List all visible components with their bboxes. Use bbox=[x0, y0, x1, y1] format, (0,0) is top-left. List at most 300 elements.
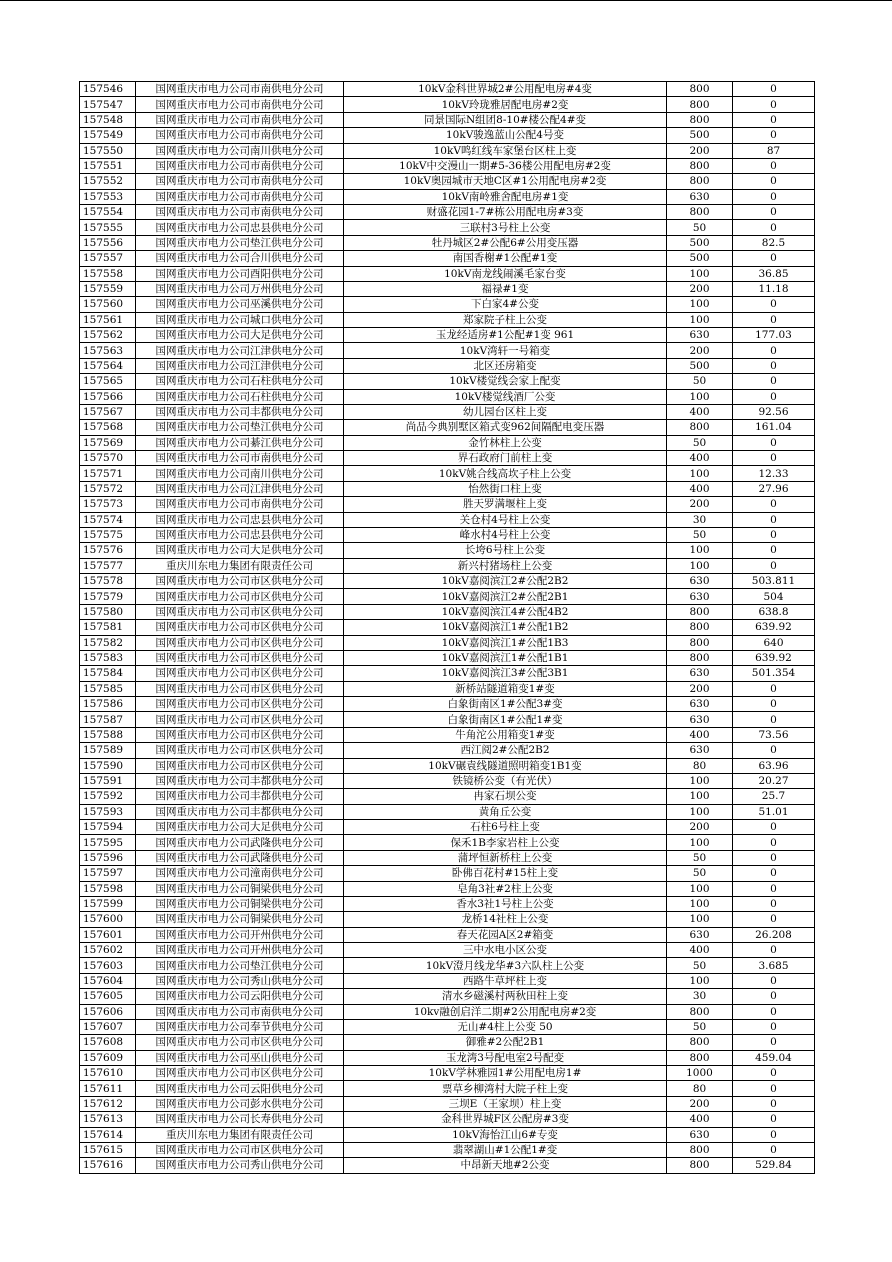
load-value-cell: 0 bbox=[733, 205, 815, 220]
transformer-name-cell: 牛角沱公用箱变1#变 bbox=[344, 727, 667, 742]
transformer-name-cell: 10kV学林雅园1#公用配电房1# bbox=[344, 1066, 667, 1081]
row-id-cell: 157594 bbox=[80, 820, 136, 835]
row-id-cell: 157561 bbox=[80, 312, 136, 327]
row-id-cell: 157608 bbox=[80, 1035, 136, 1050]
row-id-cell: 157565 bbox=[80, 374, 136, 389]
company-name-cell: 国网重庆市电力公司市区供电分公司 bbox=[136, 589, 344, 604]
row-id-cell: 157560 bbox=[80, 297, 136, 312]
capacity-kva-cell: 50 bbox=[667, 220, 733, 235]
capacity-kva-cell: 50 bbox=[667, 850, 733, 865]
company-name-cell: 国网重庆市电力公司市南供电分公司 bbox=[136, 158, 344, 173]
company-name-cell: 国网重庆市电力公司綦江供电分公司 bbox=[136, 435, 344, 450]
table-row bbox=[80, 650, 815, 665]
transformer-name-cell: 下白家4#公变 bbox=[344, 297, 667, 312]
transformer-name-cell: 龙桥14社柱上公变 bbox=[344, 912, 667, 927]
row-id-cell: 157600 bbox=[80, 912, 136, 927]
capacity-kva-cell: 200 bbox=[667, 1096, 733, 1111]
load-value-cell: 0 bbox=[733, 1019, 815, 1034]
load-value-cell: 0 bbox=[733, 297, 815, 312]
load-value-cell: 0 bbox=[733, 343, 815, 358]
transformer-name-cell: 界石政府门前柱上变 bbox=[344, 451, 667, 466]
row-id-cell: 157552 bbox=[80, 174, 136, 189]
transformer-name-cell: 蒲坪恒新桥柱上公变 bbox=[344, 850, 667, 865]
capacity-kva-cell: 80 bbox=[667, 758, 733, 773]
transformer-name-cell: 10kV海怡江山6#专变 bbox=[344, 1127, 667, 1142]
load-value-cell: 0 bbox=[733, 174, 815, 189]
capacity-kva-cell: 800 bbox=[667, 97, 733, 112]
capacity-kva-cell: 800 bbox=[667, 650, 733, 665]
row-id-cell: 157578 bbox=[80, 574, 136, 589]
company-name-cell: 国网重庆市电力公司秀山供电分公司 bbox=[136, 1158, 344, 1173]
row-id-cell: 157613 bbox=[80, 1112, 136, 1127]
transformer-name-cell: 10kV碾袁线隧道照明箱变1B1变 bbox=[344, 758, 667, 773]
row-id-cell: 157582 bbox=[80, 635, 136, 650]
transformer-name-cell: 北区还房箱变 bbox=[344, 358, 667, 373]
capacity-kva-cell: 800 bbox=[667, 620, 733, 635]
transformer-name-cell: 10kV奥园城市天地C区#1公用配电房#2变 bbox=[344, 174, 667, 189]
table-row bbox=[80, 589, 815, 604]
row-id-cell: 157591 bbox=[80, 773, 136, 788]
table-row bbox=[80, 850, 815, 865]
capacity-kva-cell: 400 bbox=[667, 1112, 733, 1127]
table-row bbox=[80, 251, 815, 266]
table-row bbox=[80, 989, 815, 1004]
capacity-kva-cell: 1000 bbox=[667, 1066, 733, 1081]
transformer-name-cell: 黄角丘公变 bbox=[344, 804, 667, 819]
row-id-cell: 157574 bbox=[80, 512, 136, 527]
capacity-kva-cell: 100 bbox=[667, 266, 733, 281]
transformer-name-cell: 长垮6号柱上公变 bbox=[344, 543, 667, 558]
table-row bbox=[80, 973, 815, 988]
table-row bbox=[80, 82, 815, 97]
row-id-cell: 157569 bbox=[80, 435, 136, 450]
load-value-cell: 0 bbox=[733, 158, 815, 173]
table-row bbox=[80, 789, 815, 804]
row-id-cell: 157547 bbox=[80, 97, 136, 112]
row-id-cell: 157576 bbox=[80, 543, 136, 558]
company-name-cell: 国网重庆市电力公司垫江供电分公司 bbox=[136, 235, 344, 250]
row-id-cell: 157571 bbox=[80, 466, 136, 481]
load-value-cell: 0 bbox=[733, 112, 815, 127]
row-id-cell: 157615 bbox=[80, 1142, 136, 1157]
capacity-kva-cell: 400 bbox=[667, 404, 733, 419]
company-name-cell: 国网重庆市电力公司万州供电分公司 bbox=[136, 281, 344, 296]
capacity-kva-cell: 630 bbox=[667, 189, 733, 204]
table-row bbox=[80, 266, 815, 281]
row-id-cell: 157568 bbox=[80, 420, 136, 435]
transformer-name-cell: 新兴村猪场柱上公变 bbox=[344, 558, 667, 573]
row-id-cell: 157596 bbox=[80, 850, 136, 865]
company-name-cell: 国网重庆市电力公司市区供电分公司 bbox=[136, 620, 344, 635]
transformer-name-cell: 10kV鸣红线车家堡台区柱上变 bbox=[344, 143, 667, 158]
load-value-cell: 638.8 bbox=[733, 604, 815, 619]
table-row bbox=[80, 666, 815, 681]
company-name-cell: 国网重庆市电力公司秀山供电分公司 bbox=[136, 973, 344, 988]
row-id-cell: 157575 bbox=[80, 527, 136, 542]
load-value-cell: 0 bbox=[733, 712, 815, 727]
table-row bbox=[80, 481, 815, 496]
company-name-cell: 国网重庆市电力公司丰都供电分公司 bbox=[136, 804, 344, 819]
capacity-kva-cell: 50 bbox=[667, 1019, 733, 1034]
transformer-name-cell: 10kV嘉阅滨江2#公配2B1 bbox=[344, 589, 667, 604]
capacity-kva-cell: 30 bbox=[667, 512, 733, 527]
load-value-cell: 0 bbox=[733, 1112, 815, 1127]
company-name-cell: 国网重庆市电力公司市区供电分公司 bbox=[136, 727, 344, 742]
table-row bbox=[80, 235, 815, 250]
transformer-name-cell: 10kV南龙线闹溪毛家台变 bbox=[344, 266, 667, 281]
table-row bbox=[80, 958, 815, 973]
transformer-name-cell: 财盛花园1-7#栋公用配电房#3变 bbox=[344, 205, 667, 220]
load-value-cell: 459.04 bbox=[733, 1050, 815, 1065]
transformer-name-cell: 10kv融创启洋二期#2公用配电房#2变 bbox=[344, 1004, 667, 1019]
company-name-cell: 国网重庆市电力公司市区供电分公司 bbox=[136, 1066, 344, 1081]
capacity-kva-cell: 630 bbox=[667, 666, 733, 681]
row-id-cell: 157553 bbox=[80, 189, 136, 204]
company-name-cell: 国网重庆市电力公司武隆供电分公司 bbox=[136, 850, 344, 865]
transformer-name-cell: 金科世界城F区公配房#3变 bbox=[344, 1112, 667, 1127]
capacity-kva-cell: 100 bbox=[667, 312, 733, 327]
table-row bbox=[80, 281, 815, 296]
table-row bbox=[80, 1112, 815, 1127]
capacity-kva-cell: 630 bbox=[667, 574, 733, 589]
table-row bbox=[80, 896, 815, 911]
capacity-kva-cell: 800 bbox=[667, 604, 733, 619]
load-value-cell: 92.56 bbox=[733, 404, 815, 419]
table-row bbox=[80, 527, 815, 542]
table-row bbox=[80, 404, 815, 419]
row-id-cell: 157612 bbox=[80, 1096, 136, 1111]
load-value-cell: 11.18 bbox=[733, 281, 815, 296]
company-name-cell: 国网重庆市电力公司开州供电分公司 bbox=[136, 943, 344, 958]
table-row bbox=[80, 420, 815, 435]
load-value-cell: 0 bbox=[733, 1081, 815, 1096]
company-name-cell: 国网重庆市电力公司大足供电分公司 bbox=[136, 328, 344, 343]
load-value-cell: 640 bbox=[733, 635, 815, 650]
load-value-cell: 0 bbox=[733, 881, 815, 896]
row-id-cell: 157595 bbox=[80, 835, 136, 850]
table-row bbox=[80, 451, 815, 466]
capacity-kva-cell: 400 bbox=[667, 943, 733, 958]
row-id-cell: 157570 bbox=[80, 451, 136, 466]
transformer-name-cell: 10kV嘉阅滨江3#公配3B1 bbox=[344, 666, 667, 681]
capacity-kva-cell: 100 bbox=[667, 558, 733, 573]
company-name-cell: 国网重庆市电力公司市南供电分公司 bbox=[136, 1004, 344, 1019]
capacity-kva-cell: 630 bbox=[667, 743, 733, 758]
load-value-cell: 0 bbox=[733, 512, 815, 527]
company-name-cell: 国网重庆市电力公司市区供电分公司 bbox=[136, 697, 344, 712]
table-row bbox=[80, 804, 815, 819]
table-row bbox=[80, 697, 815, 712]
company-name-cell: 国网重庆市电力公司市南供电分公司 bbox=[136, 128, 344, 143]
transformer-name-cell: 福禄#1变 bbox=[344, 281, 667, 296]
load-value-cell: 20.27 bbox=[733, 773, 815, 788]
capacity-kva-cell: 500 bbox=[667, 235, 733, 250]
table-row bbox=[80, 1035, 815, 1050]
load-value-cell: 0 bbox=[733, 743, 815, 758]
capacity-kva-cell: 200 bbox=[667, 343, 733, 358]
transformer-table bbox=[79, 81, 815, 1174]
row-id-cell: 157557 bbox=[80, 251, 136, 266]
load-value-cell: 36.85 bbox=[733, 266, 815, 281]
load-value-cell: 25.7 bbox=[733, 789, 815, 804]
capacity-kva-cell: 800 bbox=[667, 174, 733, 189]
page-top-rule bbox=[0, 0, 892, 1]
load-value-cell: 0 bbox=[733, 497, 815, 512]
row-id-cell: 157581 bbox=[80, 620, 136, 635]
table-row bbox=[80, 374, 815, 389]
capacity-kva-cell: 800 bbox=[667, 158, 733, 173]
row-id-cell: 157599 bbox=[80, 896, 136, 911]
capacity-kva-cell: 50 bbox=[667, 435, 733, 450]
transformer-name-cell: 牡丹城区2#公配6#公用变压器 bbox=[344, 235, 667, 250]
capacity-kva-cell: 100 bbox=[667, 881, 733, 896]
load-value-cell: 0 bbox=[733, 374, 815, 389]
transformer-name-cell: 10kV嘉阅滨江4#公配4B2 bbox=[344, 604, 667, 619]
transformer-name-cell: 皂角3社#2柱上公变 bbox=[344, 881, 667, 896]
load-value-cell: 161.04 bbox=[733, 420, 815, 435]
capacity-kva-cell: 50 bbox=[667, 527, 733, 542]
load-value-cell: 0 bbox=[733, 1035, 815, 1050]
row-id-cell: 157566 bbox=[80, 389, 136, 404]
capacity-kva-cell: 100 bbox=[667, 389, 733, 404]
load-value-cell: 0 bbox=[733, 358, 815, 373]
row-id-cell: 157572 bbox=[80, 481, 136, 496]
row-id-cell: 157564 bbox=[80, 358, 136, 373]
transformer-name-cell: 关仓村4号柱上公变 bbox=[344, 512, 667, 527]
row-id-cell: 157590 bbox=[80, 758, 136, 773]
capacity-kva-cell: 630 bbox=[667, 927, 733, 942]
company-name-cell: 国网重庆市电力公司市南供电分公司 bbox=[136, 174, 344, 189]
load-value-cell: 0 bbox=[733, 558, 815, 573]
table-row bbox=[80, 943, 815, 958]
capacity-kva-cell: 200 bbox=[667, 681, 733, 696]
row-id-cell: 157548 bbox=[80, 112, 136, 127]
table-row bbox=[80, 466, 815, 481]
company-name-cell: 国网重庆市电力公司市区供电分公司 bbox=[136, 650, 344, 665]
company-name-cell: 国网重庆市电力公司江津供电分公司 bbox=[136, 481, 344, 496]
capacity-kva-cell: 800 bbox=[667, 1050, 733, 1065]
company-name-cell: 国网重庆市电力公司彭水供电分公司 bbox=[136, 1096, 344, 1111]
company-name-cell: 国网重庆市电力公司市区供电分公司 bbox=[136, 574, 344, 589]
row-id-cell: 157549 bbox=[80, 128, 136, 143]
table-row bbox=[80, 220, 815, 235]
load-value-cell: 0 bbox=[733, 989, 815, 1004]
capacity-kva-cell: 30 bbox=[667, 989, 733, 1004]
company-name-cell: 国网重庆市电力公司市区供电分公司 bbox=[136, 758, 344, 773]
transformer-name-cell: 怡然街口柱上变 bbox=[344, 481, 667, 496]
load-value-cell: 639.92 bbox=[733, 620, 815, 635]
transformer-name-cell: 石柱6号柱上变 bbox=[344, 820, 667, 835]
company-name-cell: 国网重庆市电力公司市区供电分公司 bbox=[136, 743, 344, 758]
row-id-cell: 157598 bbox=[80, 881, 136, 896]
company-name-cell: 国网重庆市电力公司大足供电分公司 bbox=[136, 543, 344, 558]
capacity-kva-cell: 800 bbox=[667, 1142, 733, 1157]
transformer-name-cell: 峰水村4号柱上公变 bbox=[344, 527, 667, 542]
table-row bbox=[80, 143, 815, 158]
company-name-cell: 重庆川东电力集团有限责任公司 bbox=[136, 1127, 344, 1142]
transformer-name-cell: 香水3社1号柱上公变 bbox=[344, 896, 667, 911]
row-id-cell: 157562 bbox=[80, 328, 136, 343]
table-row bbox=[80, 205, 815, 220]
table-row bbox=[80, 1004, 815, 1019]
capacity-kva-cell: 630 bbox=[667, 697, 733, 712]
table-row bbox=[80, 758, 815, 773]
capacity-kva-cell: 80 bbox=[667, 1081, 733, 1096]
company-name-cell: 国网重庆市电力公司市区供电分公司 bbox=[136, 712, 344, 727]
capacity-kva-cell: 400 bbox=[667, 451, 733, 466]
load-value-cell: 63.96 bbox=[733, 758, 815, 773]
row-id-cell: 157587 bbox=[80, 712, 136, 727]
row-id-cell: 157605 bbox=[80, 989, 136, 1004]
transformer-name-cell: 白象街南区1#公配1#变 bbox=[344, 712, 667, 727]
capacity-kva-cell: 100 bbox=[667, 804, 733, 819]
capacity-kva-cell: 50 bbox=[667, 374, 733, 389]
load-value-cell: 0 bbox=[733, 866, 815, 881]
transformer-name-cell: 御雅#2公配2B1 bbox=[344, 1035, 667, 1050]
row-id-cell: 157584 bbox=[80, 666, 136, 681]
capacity-kva-cell: 800 bbox=[667, 112, 733, 127]
table-row bbox=[80, 435, 815, 450]
table-row bbox=[80, 158, 815, 173]
row-id-cell: 157585 bbox=[80, 681, 136, 696]
capacity-kva-cell: 100 bbox=[667, 773, 733, 788]
transformer-name-cell: 10kV骏逸蓝山公配4号变 bbox=[344, 128, 667, 143]
transformer-table-body bbox=[80, 82, 815, 1174]
transformer-name-cell: 玉龙经适房#1公配#1变 961 bbox=[344, 328, 667, 343]
table-row bbox=[80, 1066, 815, 1081]
load-value-cell: 0 bbox=[733, 220, 815, 235]
capacity-kva-cell: 630 bbox=[667, 712, 733, 727]
load-value-cell: 0 bbox=[733, 943, 815, 958]
row-id-cell: 157567 bbox=[80, 404, 136, 419]
load-value-cell: 87 bbox=[733, 143, 815, 158]
row-id-cell: 157583 bbox=[80, 650, 136, 665]
table-row bbox=[80, 174, 815, 189]
capacity-kva-cell: 100 bbox=[667, 896, 733, 911]
load-value-cell: 0 bbox=[733, 912, 815, 927]
table-row bbox=[80, 97, 815, 112]
table-row bbox=[80, 1050, 815, 1065]
table-row bbox=[80, 1096, 815, 1111]
table-row bbox=[80, 681, 815, 696]
row-id-cell: 157586 bbox=[80, 697, 136, 712]
company-name-cell: 国网重庆市电力公司忠县供电分公司 bbox=[136, 527, 344, 542]
row-id-cell: 157602 bbox=[80, 943, 136, 958]
capacity-kva-cell: 100 bbox=[667, 466, 733, 481]
company-name-cell: 国网重庆市电力公司市南供电分公司 bbox=[136, 82, 344, 97]
row-id-cell: 157554 bbox=[80, 205, 136, 220]
company-name-cell: 国网重庆市电力公司丰都供电分公司 bbox=[136, 773, 344, 788]
table-row bbox=[80, 1019, 815, 1034]
table-row bbox=[80, 312, 815, 327]
transformer-name-cell: 南国香榭#1公配#1变 bbox=[344, 251, 667, 266]
capacity-kva-cell: 500 bbox=[667, 251, 733, 266]
load-value-cell: 0 bbox=[733, 820, 815, 835]
table-row bbox=[80, 389, 815, 404]
table-row bbox=[80, 866, 815, 881]
company-name-cell: 国网重庆市电力公司垫江供电分公司 bbox=[136, 420, 344, 435]
table-row bbox=[80, 512, 815, 527]
load-value-cell: 504 bbox=[733, 589, 815, 604]
table-row bbox=[80, 574, 815, 589]
company-name-cell: 国网重庆市电力公司忠县供电分公司 bbox=[136, 220, 344, 235]
load-value-cell: 0 bbox=[733, 1066, 815, 1081]
capacity-kva-cell: 100 bbox=[667, 835, 733, 850]
transformer-name-cell: 同景国际N组团8-10#楼公配4#变 bbox=[344, 112, 667, 127]
load-value-cell: 0 bbox=[733, 681, 815, 696]
transformer-name-cell: 无山#4柱上公变 50 bbox=[344, 1019, 667, 1034]
company-name-cell: 国网重庆市电力公司石柱供电分公司 bbox=[136, 374, 344, 389]
load-value-cell: 0 bbox=[733, 389, 815, 404]
table-row bbox=[80, 620, 815, 635]
table-row bbox=[80, 328, 815, 343]
row-id-cell: 157604 bbox=[80, 973, 136, 988]
row-id-cell: 157558 bbox=[80, 266, 136, 281]
load-value-cell: 0 bbox=[733, 82, 815, 97]
company-name-cell: 国网重庆市电力公司武隆供电分公司 bbox=[136, 835, 344, 850]
capacity-kva-cell: 400 bbox=[667, 727, 733, 742]
company-name-cell: 国网重庆市电力公司开州供电分公司 bbox=[136, 927, 344, 942]
load-value-cell: 0 bbox=[733, 850, 815, 865]
load-value-cell: 0 bbox=[733, 527, 815, 542]
capacity-kva-cell: 500 bbox=[667, 358, 733, 373]
company-name-cell: 国网重庆市电力公司市南供电分公司 bbox=[136, 189, 344, 204]
company-name-cell: 国网重庆市电力公司市南供电分公司 bbox=[136, 112, 344, 127]
row-id-cell: 157589 bbox=[80, 743, 136, 758]
capacity-kva-cell: 100 bbox=[667, 297, 733, 312]
row-id-cell: 157555 bbox=[80, 220, 136, 235]
row-id-cell: 157593 bbox=[80, 804, 136, 819]
company-name-cell: 国网重庆市电力公司南川供电分公司 bbox=[136, 143, 344, 158]
row-id-cell: 157611 bbox=[80, 1081, 136, 1096]
transformer-name-cell: 10kV楼觉线酒厂公变 bbox=[344, 389, 667, 404]
company-name-cell: 国网重庆市电力公司潼南供电分公司 bbox=[136, 866, 344, 881]
company-name-cell: 国网重庆市电力公司石柱供电分公司 bbox=[136, 389, 344, 404]
transformer-name-cell: 西路牛草坪柱上变 bbox=[344, 973, 667, 988]
load-value-cell: 503.811 bbox=[733, 574, 815, 589]
company-name-cell: 国网重庆市电力公司忠县供电分公司 bbox=[136, 512, 344, 527]
company-name-cell: 国网重庆市电力公司奉节供电分公司 bbox=[136, 1019, 344, 1034]
row-id-cell: 157601 bbox=[80, 927, 136, 942]
table-row bbox=[80, 743, 815, 758]
transformer-name-cell: 10kV金科世界城2#公用配电房#4变 bbox=[344, 82, 667, 97]
transformer-name-cell: 10kV湾轩一号箱变 bbox=[344, 343, 667, 358]
load-value-cell: 177.03 bbox=[733, 328, 815, 343]
capacity-kva-cell: 800 bbox=[667, 82, 733, 97]
load-value-cell: 51.01 bbox=[733, 804, 815, 819]
row-id-cell: 157614 bbox=[80, 1127, 136, 1142]
load-value-cell: 0 bbox=[733, 1142, 815, 1157]
load-value-cell: 27.96 bbox=[733, 481, 815, 496]
table-row bbox=[80, 543, 815, 558]
table-row bbox=[80, 1127, 815, 1142]
load-value-cell: 639.92 bbox=[733, 650, 815, 665]
company-name-cell: 国网重庆市电力公司江津供电分公司 bbox=[136, 343, 344, 358]
capacity-kva-cell: 50 bbox=[667, 958, 733, 973]
transformer-name-cell: 10kV玲珑雅居配电房#2变 bbox=[344, 97, 667, 112]
table-row bbox=[80, 558, 815, 573]
transformer-name-cell: 三中水电小区公变 bbox=[344, 943, 667, 958]
transformer-name-cell: 冉家石坝公变 bbox=[344, 789, 667, 804]
company-name-cell: 国网重庆市电力公司铜梁供电分公司 bbox=[136, 881, 344, 896]
company-name-cell: 国网重庆市电力公司合川供电分公司 bbox=[136, 251, 344, 266]
capacity-kva-cell: 800 bbox=[667, 1004, 733, 1019]
transformer-name-cell: 10kV楼觉线会家上配变 bbox=[344, 374, 667, 389]
table-row bbox=[80, 773, 815, 788]
row-id-cell: 157603 bbox=[80, 958, 136, 973]
load-value-cell: 0 bbox=[733, 189, 815, 204]
row-id-cell: 157588 bbox=[80, 727, 136, 742]
